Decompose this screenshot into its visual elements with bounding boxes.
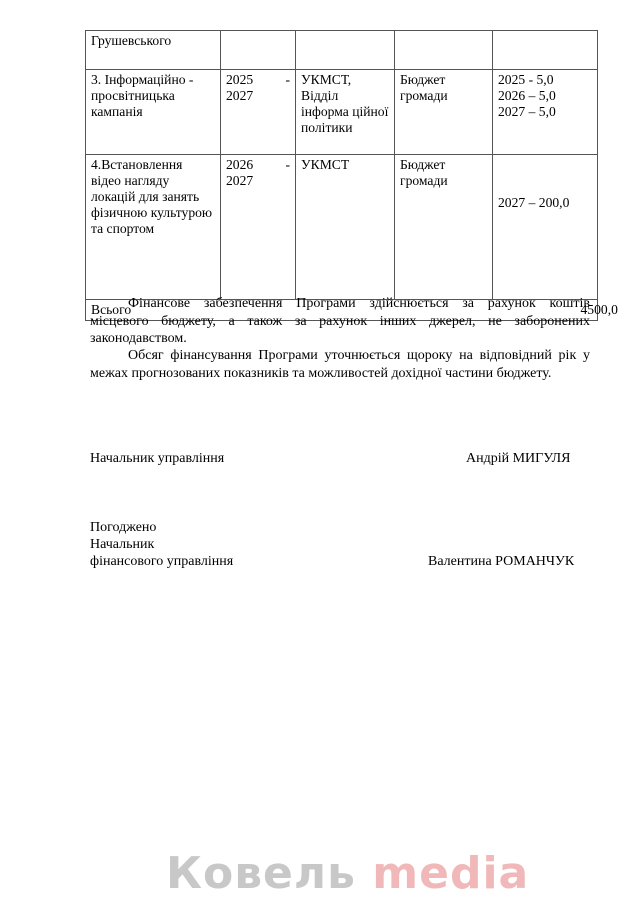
financing-line: 2025 - 5,0: [498, 72, 554, 87]
head-name: Андрій МИГУЛЯ: [466, 451, 571, 466]
financing-cell: [493, 31, 598, 70]
agreed-label: Погоджено: [90, 520, 157, 535]
years-to: 2027: [226, 173, 254, 188]
years-cell: [221, 70, 296, 155]
table-row: [86, 155, 598, 300]
measure-cell: 4.Встановлення відео нагляду локацій для занять фізичною культурою та спортом: [86, 155, 221, 300]
kovel-media-watermark: [166, 848, 529, 899]
executor-cell: [296, 31, 395, 70]
volume-paragraph: Обсяг фінансування Програми уточнюється щороку на відповідний рік у межах прогнозованих показників та можливостей дохідної частини бюджету.: [90, 348, 590, 381]
financing-line: 2027 – 5,0: [498, 104, 556, 119]
head-title: Начальник управління: [90, 451, 225, 466]
fin-title-line2: фінансового управління: [90, 554, 234, 569]
years-to: 2027: [226, 88, 254, 103]
fin-name: Валентина РОМАНЧУК: [428, 554, 575, 569]
measure-cell: Грушевського: [86, 31, 221, 70]
source-cell: Бюджет громади: [395, 70, 493, 155]
years-from: 2025: [226, 72, 254, 87]
table-row: [86, 31, 598, 70]
table-row: [86, 70, 598, 155]
total-value: 4500,0: [580, 302, 618, 317]
years-from: 2026: [226, 157, 254, 172]
watermark-part2: media: [372, 848, 530, 899]
financing-paragraph: Фінансове забезпечення Програми здійснюється за рахунок коштів місцевого бюджету, а також за рахунок інших джерел, не заборонених законодавством.: [90, 296, 590, 346]
years-dash: -: [285, 157, 290, 172]
financing-cell: [493, 70, 598, 155]
executor-cell: УКМСТ, Відділ інформа ційної політики: [296, 70, 395, 155]
source-cell: Бюджет громади: [395, 155, 493, 300]
years-dash: -: [285, 72, 290, 87]
executor-cell: УКМСТ: [296, 155, 395, 300]
source-cell: [395, 31, 493, 70]
program-table: [85, 30, 618, 321]
watermark-part1: Ковель: [166, 848, 356, 899]
years-cell: [221, 155, 296, 300]
years-cell: [221, 31, 296, 70]
fin-title-line1: Начальник: [90, 537, 155, 552]
financing-line: 2027 – 200,0: [498, 195, 570, 210]
total-label: Всього: [91, 302, 132, 317]
measure-cell: 3. Інформаційно - просвітницька кампанія: [86, 70, 221, 155]
financing-line: 2026 – 5,0: [498, 88, 556, 103]
financing-cell: [493, 155, 598, 300]
